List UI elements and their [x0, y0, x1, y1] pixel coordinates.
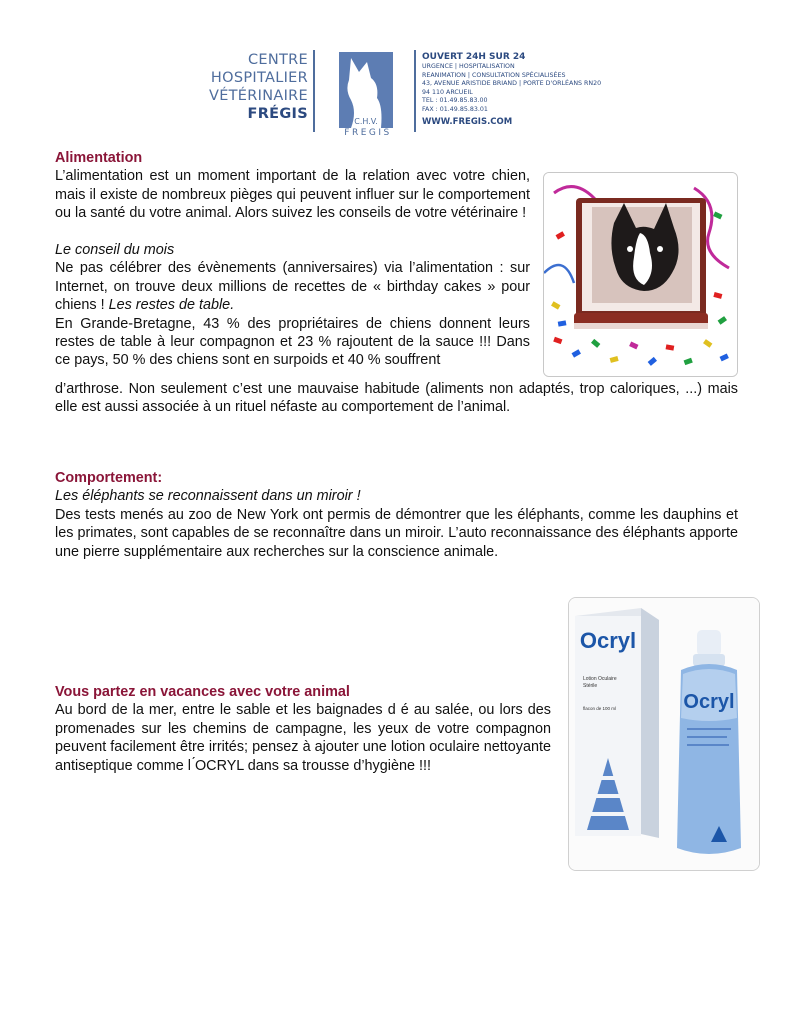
logo-label: C.H.V. [354, 117, 378, 126]
uk-paragraph: En Grande-Bretagne, 43 % des propriétaires de chiens donnent leurs restes de table à leur compagnon et 23 % rajoutent de la sauce !!! Dans ce pays, 50 % des chiens sont en surpoids et 40 % souffrent [55, 315, 530, 369]
section-heading: Comportement: [55, 470, 163, 486]
vacances-section [55, 683, 551, 775]
intro-paragraph: L’alimentation est un moment important de la relation avec votre chien, mais il existe de nombreux pièges qui peuvent influer sur le comportement ou la santé du votre animal. Alors suivez les conseils de votre vétérinaire ! [55, 168, 530, 222]
box-brand: Ocryl [579, 628, 637, 653]
phone: TEL : 01.49.85.83.00 [422, 97, 488, 104]
uk-paragraph-end: d’arthrose. Non seulement c’est une mauvaise habitude (aliments non adaptés, trop caloriques, ...) mais elle est aussi associée à un rituel néfaste au comportement de l’animal. [55, 381, 738, 416]
cake-illustration [544, 173, 737, 376]
divider-line [313, 50, 315, 132]
box-volume: flacon de 100 ml [583, 706, 617, 711]
alimentation-section [55, 149, 530, 370]
tip-italic: Les restes de table. [108, 297, 235, 314]
vacances-paragraph: Au bord de la mer, entre le sable et les baignades d é au salée, ou lors des promenades sur les chemins de campagne, les yeux de votre compagnon peuvent facilement être irrités; pensez à ajouter une lotion oculaire nettoyante antiseptique comme l ́OCRYL dans sa trousse d’hygiène !!! [55, 702, 551, 774]
section-heading: Vous partez en vacances avec votre animal [55, 684, 350, 700]
box-line-2: Stérile [583, 683, 598, 689]
ocryl-product-photo [568, 597, 760, 871]
bottle-brand: Ocryl [683, 691, 735, 713]
contact-info [422, 52, 622, 128]
organization-name: CENTRE HOSPITALIER VÉTÉRINAIRE FRÉGIS [208, 52, 308, 122]
services-line-2: REANIMATION | CONSULTATION SPÉCIALISÉES [422, 71, 566, 79]
chv-cat-logo [337, 50, 395, 130]
website-link[interactable]: WWW.FREGIS.COM [422, 117, 513, 127]
tip-paragraph: Ne pas célébrer des évènements (anniversaires) via l’alimentation : sur Internet, on trouve deux millions de recettes de « birthday cakes » pour chiens ! Les restes de table. [55, 260, 530, 314]
box-line-1: Lotion Oculaire [583, 676, 617, 682]
logo-text: FREGIS [344, 128, 392, 138]
alimentation-continued [55, 380, 738, 417]
services-line-1: URGENCE | HOSPITALISATION [422, 63, 515, 70]
fax: FAX : 01.49.85.83.01 [422, 105, 488, 113]
opening-hours: OUVERT 24H SUR 24 [422, 52, 526, 62]
address: 43, AVENUE ARISTIDE BRIAND | PORTE D'ORLÉANS RN20 [422, 80, 602, 87]
dog-birthday-cake-photo [543, 172, 738, 377]
ocryl-illustration [569, 598, 759, 870]
comportement-paragraph: Des tests menés au zoo de New York ont permis de démontrer que les éléphants, comme les dauphins et les primates, sont capables de se reconnaître dans un miroir. L’auto reconnaissance des éléphants apporte une pierre supplémentaire aux recherches sur la conscience animale. [55, 506, 738, 560]
section-heading: Alimentation [55, 150, 143, 166]
divider-line [414, 50, 416, 132]
city: 94 110 ARCUEIL [422, 88, 473, 96]
comportement-section [55, 469, 738, 561]
section-subtitle: Les éléphants se reconnaissent dans un miroir ! [55, 488, 361, 505]
tip-title: Le conseil du mois [55, 242, 175, 259]
letterhead [200, 48, 600, 148]
